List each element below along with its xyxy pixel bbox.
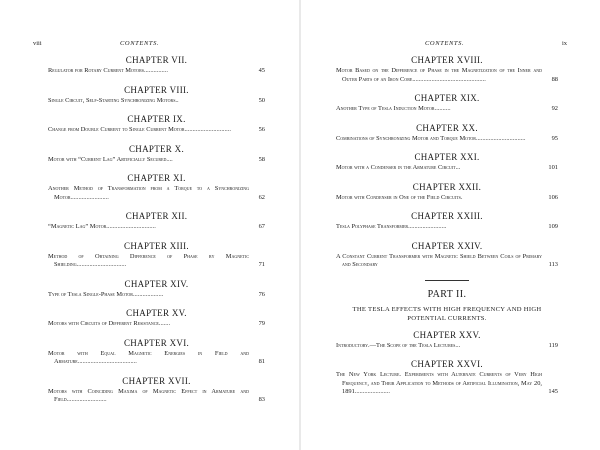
entry-title: Motors with Circuits of Different Resistance <box>48 320 159 327</box>
chapter-heading: CHAPTER XXI. <box>414 152 480 162</box>
entry-title: Tesla Polyphase Transformer <box>336 223 409 230</box>
chapter-heading: CHAPTER XIV. <box>124 278 189 289</box>
chapter-heading: CHAPTER VII. <box>125 55 188 65</box>
entry-page-number: 71 <box>258 261 265 268</box>
chapter-heading: CHAPTER XVII. <box>122 375 191 386</box>
toc-entry <box>48 253 265 270</box>
dot-leader: ....... <box>158 320 171 327</box>
chapter-heading: CHAPTER XXIII. <box>411 211 483 221</box>
entry-page-number: 95 <box>551 134 558 142</box>
part-subtitle: THE TESLA EFFECTS WITH HIGH FREQUENCY AND HIGH POTENTIAL CURRENTS. <box>352 305 542 322</box>
entry-title: Another Method of Transformation from a Torque to a Synchronizing Motor <box>48 185 249 201</box>
toc-entry <box>48 126 265 135</box>
right-page <box>300 0 600 450</box>
chapter-block <box>336 182 558 203</box>
page-number: viii <box>33 40 42 47</box>
chapter-block <box>336 55 558 84</box>
entry-page-number: 88 <box>551 75 558 83</box>
chapter-heading: CHAPTER XIX. <box>414 93 480 103</box>
entry-page-number: 67 <box>258 223 265 230</box>
entry-title: “Magnetic Lag” Motor <box>48 223 107 230</box>
chapter-block <box>336 152 558 173</box>
chapter-block <box>48 376 265 405</box>
dot-leader: ............... <box>143 67 168 74</box>
chapter-block <box>336 330 558 351</box>
dot-leader: ...................... <box>354 388 390 395</box>
chapter-block <box>48 173 265 202</box>
dot-leader: . <box>460 193 463 201</box>
entry-page-number: 62 <box>258 193 265 201</box>
entry-title: Motor with a Condenser in the Armature Circuit <box>336 164 456 171</box>
toc-entry <box>336 342 558 351</box>
running-header <box>300 40 600 50</box>
entry-page-number: 81 <box>258 358 265 365</box>
entry-page-number: 109 <box>548 223 558 230</box>
entry-title: Motor with “Current Lag” Artificially Secured <box>48 155 167 163</box>
entry-page-number: 101 <box>548 164 558 171</box>
dot-leader: .......... <box>434 105 451 112</box>
chapter-heading: CHAPTER XI. <box>127 173 186 183</box>
chapter-block <box>48 308 265 329</box>
dot-leader: ................... <box>132 290 164 298</box>
chapter-block <box>48 279 265 300</box>
entry-title: Method of Obtaining Difference of Phase by Magnetic Shielding <box>48 252 249 268</box>
toc-entry <box>336 253 558 270</box>
contents-list <box>336 55 558 397</box>
entry-page-number: 79 <box>258 320 265 327</box>
chapter-heading: CHAPTER XXV. <box>413 329 481 340</box>
toc-entry <box>336 135 558 144</box>
entry-title: Introductory.—The Scope of the Tesla Lectures <box>336 341 456 349</box>
entry-title: Type of Tesla Single-Phase Motor <box>48 290 133 298</box>
dot-leader: ... <box>455 164 461 171</box>
section-divider <box>425 280 469 281</box>
toc-entry <box>48 350 265 367</box>
toc-entry <box>336 194 558 203</box>
toc-entry <box>48 223 265 232</box>
entry-page-number: 92 <box>551 105 558 112</box>
chapter-heading: CHAPTER XVI. <box>123 337 190 348</box>
entry-page-number: 145 <box>548 388 558 395</box>
entry-title: A Constant Current Transformer with Magnetic Shield Between Coils of Primary and Secondary <box>336 252 542 268</box>
entry-page-number: 50 <box>258 96 265 104</box>
toc-entry <box>336 371 558 397</box>
entry-title: Motor Based on the Difference of Phase in the Magnetization of the Inner and Outer Parts of an Iron Core <box>336 67 542 83</box>
dot-leader: .... <box>166 155 173 163</box>
entry-title: Motor with Equal Magnetic Energies in Field and Armature <box>48 349 249 365</box>
contents-list <box>48 55 265 405</box>
page-number: ix <box>561 40 567 47</box>
chapter-block <box>48 85 265 106</box>
running-head-title: CONTENTS. <box>425 40 465 47</box>
entry-title: Combinations of Synchronizing Motor and Torque Motor <box>336 134 476 142</box>
chapter-heading: CHAPTER VIII. <box>124 84 189 95</box>
dot-leader: ............................. <box>184 126 231 133</box>
toc-entry <box>48 291 265 300</box>
toc-entry <box>48 185 265 202</box>
chapter-block <box>48 241 265 270</box>
dot-leader: ..................................... <box>77 358 137 365</box>
toc-entry <box>48 320 265 329</box>
dot-leader: .. <box>175 96 179 104</box>
toc-entry <box>336 67 558 84</box>
running-header <box>0 40 300 50</box>
chapter-block <box>336 93 558 114</box>
chapter-block <box>336 359 558 397</box>
chapter-heading: CHAPTER XII. <box>125 211 188 221</box>
toc-entry <box>336 223 558 232</box>
toc-entry <box>336 164 558 173</box>
chapter-block <box>48 144 265 165</box>
entry-title: Regulator for Rotary Current Motors <box>48 67 144 74</box>
dot-leader: ............................... <box>76 261 127 268</box>
entry-page-number: 113 <box>548 261 558 268</box>
entry-page-number: 45 <box>258 67 265 74</box>
entry-page-number: 56 <box>258 126 265 133</box>
toc-entry <box>48 97 265 106</box>
chapter-block <box>336 241 558 270</box>
dot-leader: ......................... <box>66 396 107 403</box>
entry-page-number: 58 <box>258 155 265 163</box>
dot-leader: ........................ <box>408 223 447 230</box>
entry-page-number: 76 <box>258 290 265 298</box>
dot-leader: ... <box>455 341 461 349</box>
chapter-heading: CHAPTER XXVI. <box>411 359 483 369</box>
toc-entry <box>48 156 265 165</box>
chapter-block <box>48 114 265 135</box>
dot-leader: ............................... <box>475 134 526 142</box>
dot-leader: ............................... <box>106 223 156 230</box>
entry-page-number: 83 <box>258 396 265 403</box>
entry-title: Single Circuit, Self-Starting Synchronizing Motors <box>48 96 176 104</box>
chapter-block <box>48 338 265 367</box>
chapter-block <box>336 123 558 144</box>
chapter-heading: CHAPTER XIII. <box>124 240 189 251</box>
dot-leader: ........................ <box>70 193 109 201</box>
chapter-heading: CHAPTER XXIV. <box>411 240 483 251</box>
entry-title: The New York Lecture. Experiments with Alternate Currents of Very High Frequency, and Their Application to Methods of Artificial Illumination, May 20, 1891 <box>336 371 542 395</box>
entry-page-number: 119 <box>548 341 558 349</box>
running-head-title: CONTENTS. <box>120 40 160 47</box>
chapter-heading: CHAPTER XXII. <box>412 181 482 192</box>
chapter-heading: CHAPTER X. <box>128 143 184 154</box>
toc-entry <box>48 388 265 405</box>
chapter-block <box>48 211 265 232</box>
chapter-heading: CHAPTER XVIII. <box>411 55 483 65</box>
chapter-block <box>336 211 558 232</box>
entry-title: Motors with Coinciding Maxima of Magnetic Effect in Armature and Field <box>48 387 249 403</box>
chapter-heading: CHAPTER XV. <box>126 308 187 318</box>
toc-entry <box>336 105 558 114</box>
dot-leader: .............................................. <box>412 75 486 83</box>
chapter-heading: CHAPTER XX. <box>416 122 478 133</box>
entry-title: Another Type of Tesla Induction Motor <box>336 105 435 112</box>
chapter-block <box>48 55 265 76</box>
toc-entry <box>48 67 265 76</box>
entry-title: Change from Double Current to Single Current Motor <box>48 126 185 133</box>
entry-page-number: 106 <box>548 193 558 201</box>
chapter-heading: CHAPTER IX. <box>127 114 186 124</box>
part-heading: PART II. <box>427 288 467 300</box>
entry-title: Motor with Condenser in One of the Field Circuits <box>336 193 461 201</box>
